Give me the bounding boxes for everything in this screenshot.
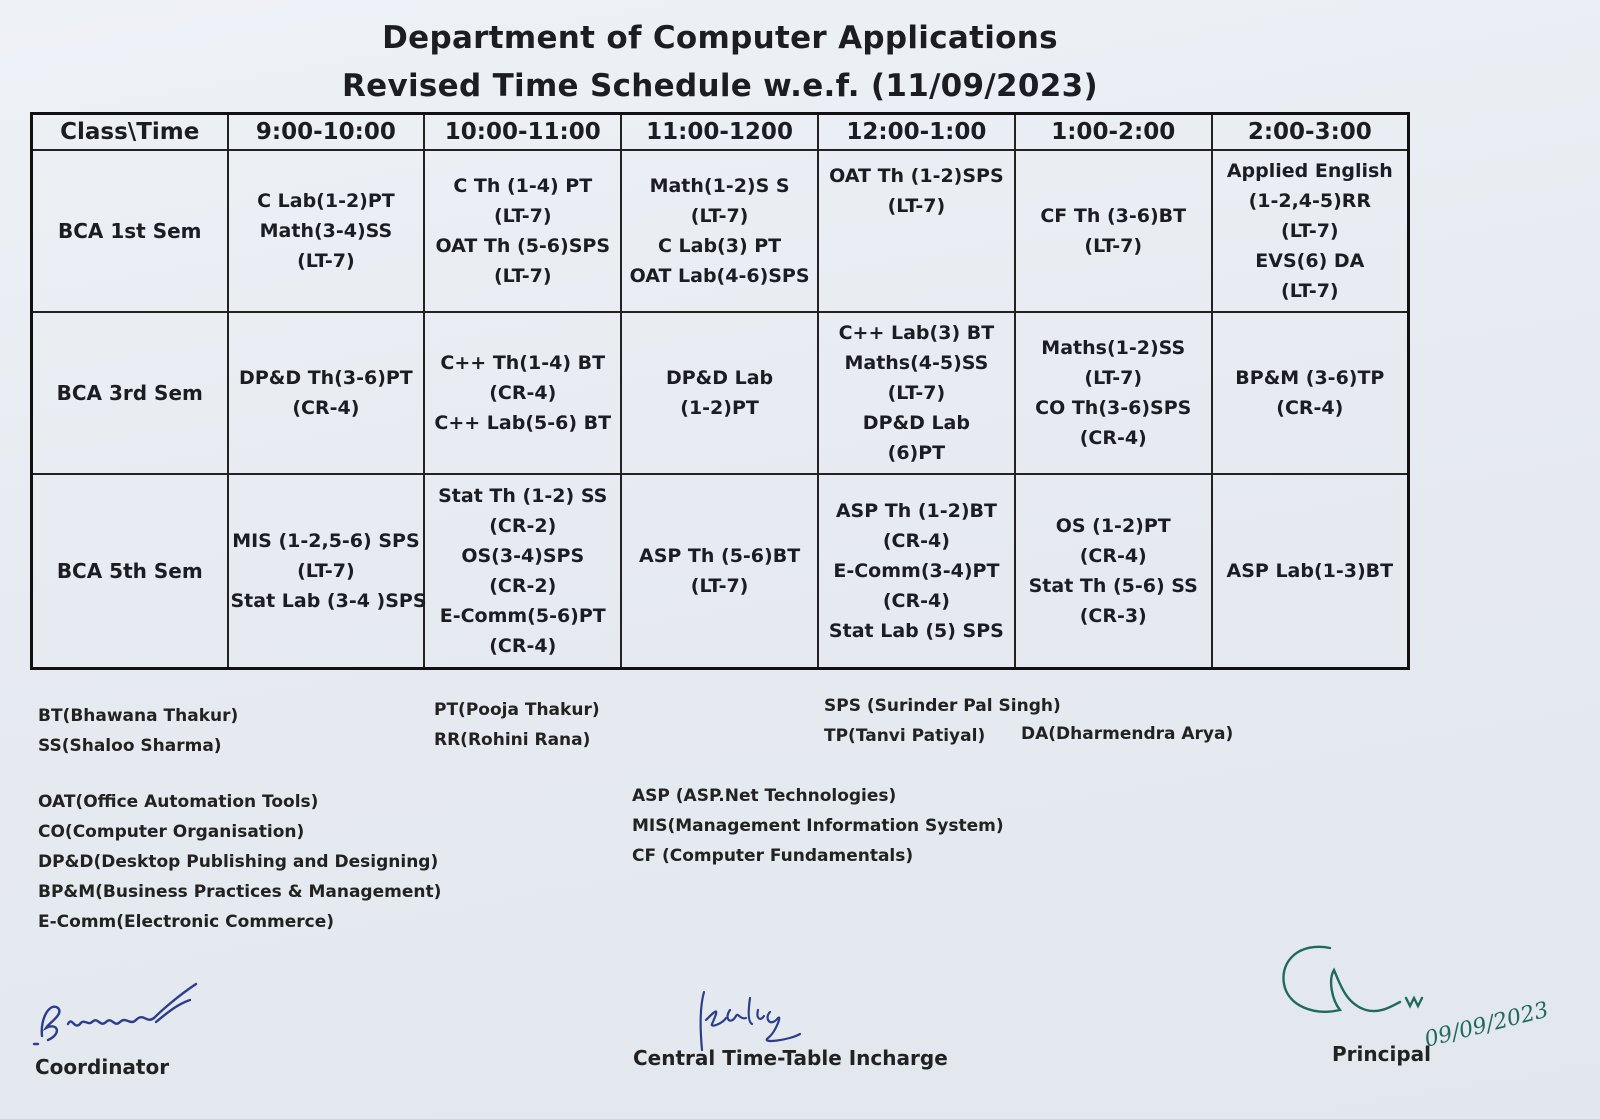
- schedule-cell: [228, 150, 425, 312]
- schedule-cell: [1212, 474, 1409, 669]
- cell-line: (LT-7): [1281, 219, 1339, 242]
- coordinator-signature: [28, 978, 218, 1058]
- schedule-cell: [424, 474, 621, 669]
- cell-line: (6)PT: [887, 441, 946, 464]
- cell-line: Stat Th (5-6) SS: [1028, 574, 1198, 597]
- cell-line: Applied English: [1226, 159, 1393, 182]
- schedule-cell: [818, 474, 1015, 669]
- timetable-header-row: [32, 114, 1409, 151]
- cell-line: C Th (1-4) PT: [453, 174, 593, 197]
- cell-line: C++ Th(1-4) BT: [440, 351, 606, 374]
- legend-subject-ecomm: E-Comm(Electronic Commerce): [38, 912, 335, 932]
- schedule-cell: [621, 312, 818, 474]
- cell-line: Math(1-2)S S: [649, 174, 790, 197]
- table-row: [32, 474, 1409, 669]
- legend-subject-asp: ASP (ASP.Net Technologies): [632, 786, 897, 806]
- principal-label: Principal: [1332, 1042, 1431, 1066]
- schedule-cell: [1015, 150, 1212, 312]
- schedule-cell: [621, 150, 818, 312]
- cell-line: (1-2)PT: [680, 396, 759, 419]
- legend-faculty-tp: TP(Tanvi Patiyal): [824, 726, 986, 746]
- cell-line: (LT-7): [1281, 279, 1339, 302]
- cell-line: (CR-2): [489, 574, 557, 597]
- cell-line: EVS(6) DA: [1255, 249, 1365, 272]
- legend-subject-cf: CF (Computer Fundamentals): [632, 846, 914, 866]
- schedule-cell: [228, 474, 425, 669]
- cell-line: (1-2,4-5)RR: [1248, 189, 1372, 212]
- legend-subject-dpd: DP&D(Desktop Publishing and Designing): [38, 852, 439, 872]
- header-slot-1: 9:00-10:00: [228, 114, 425, 151]
- header-slot-6: 2:00-3:00: [1212, 114, 1409, 151]
- schedule-cell: [621, 474, 818, 669]
- cell-line: (LT-7): [1084, 366, 1143, 389]
- cell-line: OS(3-4)SPS: [461, 544, 585, 567]
- cell-line: Stat Lab (3-4 )SPS: [230, 589, 427, 612]
- cell-line: BP&M (3-6)TP: [1235, 366, 1385, 389]
- schedule-cell: [818, 150, 1015, 312]
- schedule-cell: [1015, 312, 1212, 474]
- cell-line: (LT-7): [1084, 234, 1143, 257]
- legend-subject-co: CO(Computer Organisation): [38, 822, 305, 842]
- cell-line: OAT Th (1-2)SPS: [829, 165, 1004, 187]
- legend-subject-oat: OAT(Office Automation Tools): [38, 792, 319, 812]
- principal-date: 09/09/2023: [1422, 997, 1552, 1053]
- legend-subject-bpm: BP&M(Business Practices & Management): [38, 882, 442, 902]
- schedule-cell: [424, 312, 621, 474]
- cell-line: (CR-4): [1079, 426, 1147, 449]
- cell-line: Stat Lab (5) SPS: [828, 619, 1004, 642]
- cell-line: E-Comm(5-6)PT: [439, 604, 606, 627]
- class-cell: BCA 1st Sem: [32, 150, 228, 312]
- schedule-cell: [228, 312, 425, 474]
- cell-line: Stat Th (1-2) SS: [438, 484, 608, 507]
- header-slot-4: 12:00-1:00: [818, 114, 1015, 151]
- cell-line: (CR-4): [489, 381, 557, 404]
- cell-line: C++ Lab(3) BT: [838, 321, 995, 344]
- legend-faculty-ss: SS(Shaloo Sharma): [38, 736, 222, 756]
- header-slot-5: 1:00-2:00: [1015, 114, 1212, 151]
- schedule-cell: [1015, 474, 1212, 669]
- cell-line: Maths(4-5)SS: [844, 351, 989, 374]
- class-cell: BCA 3rd Sem: [32, 312, 228, 474]
- cell-line: (CR-4): [882, 589, 950, 612]
- cell-line: CF Th (3-6)BT: [1040, 204, 1187, 227]
- schedule-cell: [1212, 312, 1409, 474]
- document-subtitle: Revised Time Schedule w.e.f. (11/09/2023): [341, 68, 1098, 104]
- cell-line: (LT-7): [297, 559, 355, 582]
- document-title: Department of Computer Applications: [382, 20, 1058, 56]
- cell-line: (CR-4): [1276, 396, 1344, 419]
- cell-line: (CR-2): [489, 514, 557, 537]
- schedule-cell: [818, 312, 1015, 474]
- table-row: [32, 150, 1409, 312]
- legend-faculty-rr: RR(Rohini Rana): [434, 730, 591, 750]
- cell-line: OAT Th (5-6)SPS: [435, 234, 611, 257]
- header-slot-3: 11:00-1200: [621, 114, 818, 151]
- schedule-cell: [1212, 150, 1409, 312]
- schedule-cell: [424, 150, 621, 312]
- cell-line: ASP Lab(1-3)BT: [1226, 559, 1394, 582]
- cell-line: C Lab(3) PT: [657, 234, 782, 257]
- cell-line: (LT-7): [690, 574, 749, 597]
- legend-faculty-bt: BT(Bhawana Thakur): [38, 706, 239, 726]
- incharge-label: Central Time-Table Incharge: [633, 1046, 948, 1070]
- cell-line: DP&D Th(3-6)PT: [239, 366, 413, 389]
- cell-line: MIS (1-2,5-6) SPS: [232, 529, 420, 552]
- legend-faculty-sps: SPS (Surinder Pal Singh): [824, 696, 1061, 716]
- coordinator-label: Coordinator: [35, 1055, 170, 1079]
- cell-line: C++ Lab(5-6) BT: [434, 411, 612, 434]
- cell-line: (LT-7): [887, 195, 946, 217]
- class-cell: BCA 5th Sem: [32, 474, 228, 669]
- cell-line: DP&D Lab: [862, 411, 970, 434]
- cell-line: (CR-3): [1079, 604, 1147, 627]
- cell-line: C Lab(1-2)PT: [257, 189, 395, 212]
- principal-signature: [1270, 940, 1600, 1060]
- cell-line: (CR-4): [882, 529, 950, 552]
- cell-line: ASP Th (5-6)BT: [638, 544, 801, 567]
- cell-line: (LT-7): [297, 249, 355, 272]
- cell-line: E-Comm(3-4)PT: [833, 559, 1000, 582]
- legend-faculty-pt: PT(Pooja Thakur): [434, 700, 600, 720]
- cell-line: DP&D Lab: [665, 366, 774, 389]
- cell-line: Maths(1-2)SS: [1041, 336, 1186, 359]
- header-slot-2: 10:00-11:00: [424, 114, 621, 151]
- cell-line: (CR-4): [1079, 544, 1147, 567]
- cell-line: (LT-7): [493, 204, 552, 227]
- cell-line: (CR-4): [292, 396, 360, 419]
- table-row: [32, 312, 1409, 474]
- cell-line: CO Th(3-6)SPS: [1035, 396, 1192, 419]
- legend-subject-mis: MIS(Management Information System): [632, 816, 1004, 836]
- legend-faculty-da: DA(Dharmendra Arya): [1021, 724, 1234, 744]
- cell-line: OS (1-2)PT: [1055, 514, 1171, 537]
- cell-line: (CR-4): [489, 634, 557, 657]
- cell-line: (LT-7): [690, 204, 749, 227]
- cell-line: OAT Lab(4-6)SPS: [629, 264, 810, 287]
- cell-line: (LT-7): [887, 381, 946, 404]
- header-class-time: Class\Time: [32, 114, 228, 151]
- cell-line: Math(3-4)SS: [259, 219, 393, 242]
- timetable: [30, 112, 1410, 670]
- cell-line: (LT-7): [493, 264, 552, 287]
- cell-line: ASP Th (1-2)BT: [835, 499, 997, 522]
